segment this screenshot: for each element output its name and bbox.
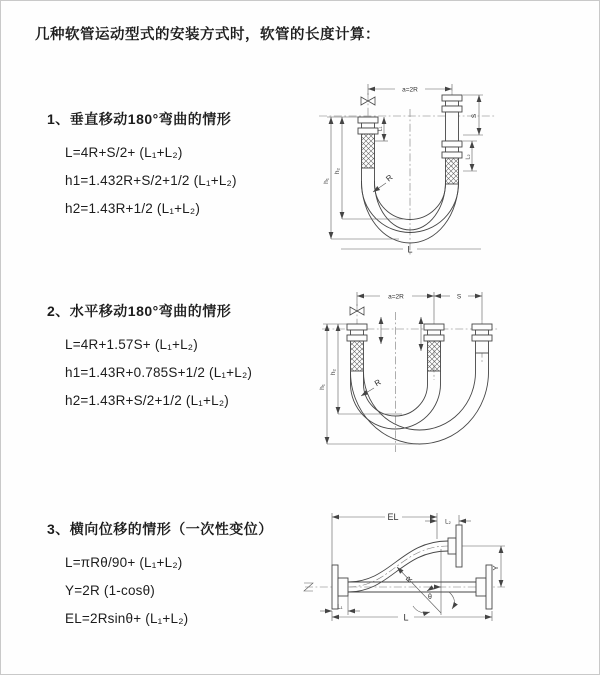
diagram-vertical-180 [311, 71, 536, 261]
dim-s [434, 294, 482, 301]
dim-label-a2r: a=2R [388, 293, 404, 301]
dim-l1 [320, 596, 360, 615]
left-pipe-fitting [358, 117, 378, 168]
formula-line: L=4R+1.57S+ (L₁+L₂) [65, 336, 198, 352]
diagram-lateral-displacement [301, 499, 521, 651]
dim-label-s: S [456, 293, 462, 301]
dim-label-y: Y [491, 565, 500, 571]
dim-l2 [463, 141, 477, 171]
radius-label: R [384, 172, 395, 184]
radius-callout [373, 173, 395, 192]
section-horizontal-180 [47, 301, 327, 414]
displaced-flange [456, 525, 462, 567]
dim-el [332, 512, 437, 565]
middle-pipe-fitting [424, 324, 444, 371]
dim-l2 [425, 515, 471, 526]
dim-label-h1: h₁ [323, 178, 330, 184]
dim-label-a2r: a=2R [402, 86, 418, 94]
right-pipe-fitting [442, 95, 462, 184]
radius-label: R [403, 574, 415, 585]
angle-label: θ [428, 594, 432, 601]
formula-line: L=4R+S/2+ (L₁+L₂) [65, 144, 183, 160]
dim-label-el: EL [387, 512, 399, 522]
left-pipe-fitting [347, 324, 367, 371]
radius-label: R [372, 377, 383, 389]
braided-hose-section [362, 134, 375, 168]
section-heading: 3、横向位移的情形（一次性变位） [47, 521, 273, 537]
dim-label-l: L [403, 612, 409, 623]
dim-label-h1: h₁ [319, 384, 326, 390]
dim-label-l1: L₁ [337, 604, 343, 611]
formula-line: h2=1.43R+S/2+1/2 (L₁+L₂) [65, 392, 229, 408]
length-label: L [407, 244, 413, 255]
section-heading: 2、水平移动180°弯曲的情形 [47, 303, 232, 319]
dim-label-h2: h₂ [334, 167, 341, 175]
formula-line: L=πRθ/90+ (L₁+L₂) [65, 554, 183, 570]
right-pipe-fitting [472, 324, 492, 353]
formula-line: h1=1.432R+S/2+1/2 (L₁+L₂) [65, 172, 237, 188]
dim-a2r [357, 292, 482, 320]
formula-line: h2=1.43R+1/2 (L₁+L₂) [65, 200, 201, 216]
page-title: 几种软管运动型式的安装方式时，软管的长度计算： [35, 27, 380, 43]
dim-label-l2: L₂ [465, 154, 472, 160]
dim-l [332, 611, 492, 623]
swing-arrow [449, 592, 454, 609]
dim-label-h2: h₂ [330, 368, 337, 376]
section-lateral-displacement [47, 519, 327, 632]
swing-arrow [413, 606, 430, 613]
dim-label-l1: L₁ [377, 126, 384, 132]
dim-s [463, 95, 483, 135]
dim-h1 [319, 324, 417, 444]
dim-label-s: S [471, 113, 478, 119]
length-callout [341, 245, 481, 255]
fitting-length-dims [381, 317, 421, 351]
formula-line: h1=1.43R+0.785S+1/2 (L₁+L₂) [65, 364, 253, 380]
formula-line: Y=2R (1-cosθ) [65, 582, 156, 598]
braided-hose-section [428, 341, 441, 371]
formula-line: EL=2Rsinθ+ (L₁+L₂) [65, 610, 189, 626]
braided-hose-section [351, 341, 364, 371]
u-bend-hose [351, 353, 489, 444]
section-heading: 1、垂直移动180°弯曲的情形 [47, 111, 232, 127]
section-vertical-180 [47, 109, 327, 222]
diagram-horizontal-180 [317, 284, 547, 464]
dim-label-l2: L₂ [445, 519, 451, 526]
dim-a2r [368, 84, 452, 95]
braided-hose-section [446, 158, 459, 184]
left-flange [332, 565, 348, 609]
